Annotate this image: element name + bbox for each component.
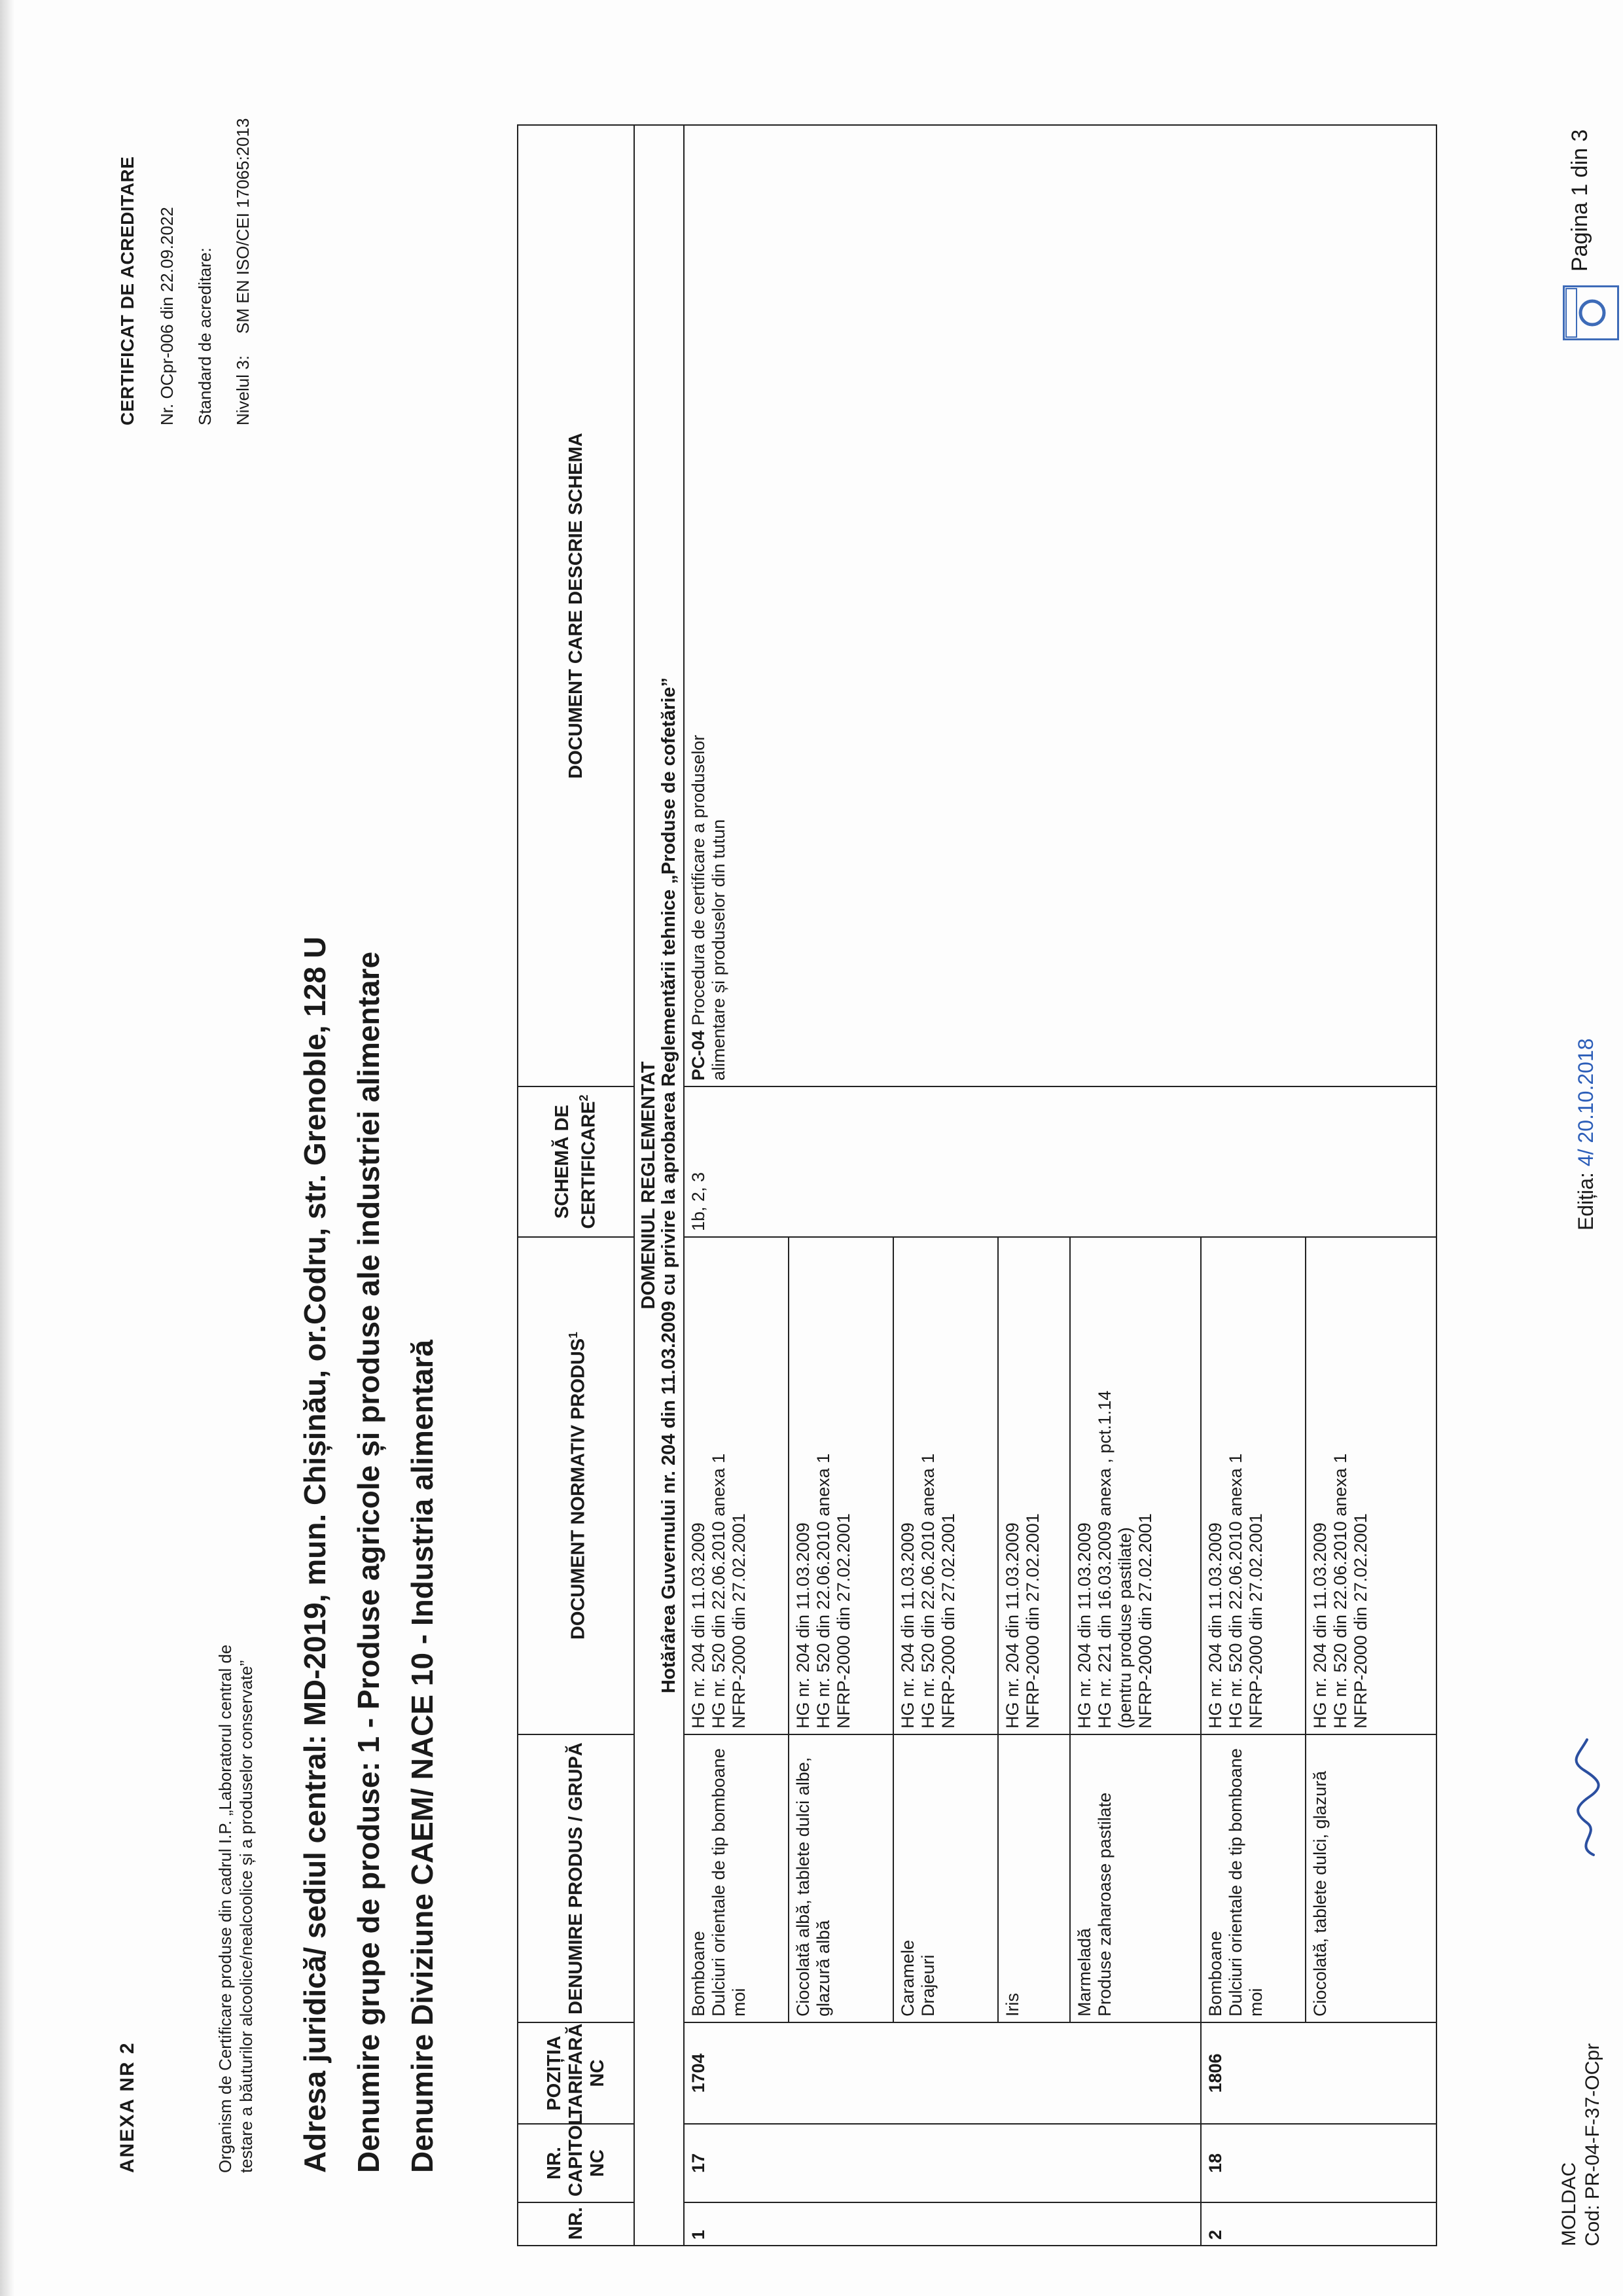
cell-product <box>1201 1734 1306 2022</box>
product-line: moi <box>729 1988 749 2017</box>
document-line: HG nr. 204 din 11.03.2009 <box>1003 1522 1022 1729</box>
document-line: NFRP-2000 din 27.02.2001 <box>938 1513 958 1729</box>
product-line: glazură albă <box>813 1920 833 2017</box>
col-capitol: NR. CAPITOL NC <box>518 2124 634 2202</box>
document-line: NFRP-2000 din 27.02.2001 <box>1023 1513 1043 1729</box>
product-line: Drajeuri <box>918 1954 938 2017</box>
col-nr: NR. <box>518 2202 634 2246</box>
product-line: Bomboane <box>1205 1931 1225 2017</box>
cell-document <box>893 1237 998 1734</box>
product-line: Marmeladă <box>1075 1928 1094 2017</box>
level-value: SM EN ISO/CEI 17065:2013 <box>233 118 253 334</box>
cell-nr: 2 <box>1201 2202 1436 2246</box>
col-schema-label: SCHEMĂ DE CERTIFICARE <box>552 1101 599 1229</box>
document-line: HG nr. 520 din 22.06.2010 anexa 1 <box>709 1453 728 1729</box>
cell-pozitia: 1704 <box>684 2022 1201 2124</box>
cell-document <box>1306 1237 1436 1734</box>
document-line: HG nr. 520 din 22.06.2010 anexa 1 <box>813 1453 833 1729</box>
cell-desc <box>684 125 1436 1086</box>
document-line: NFRP-2000 din 27.02.2001 <box>1246 1513 1266 1729</box>
col-document-footnote: 1 <box>566 1331 580 1338</box>
document-line: NFRP-2000 din 27.02.2001 <box>834 1513 853 1729</box>
stamp-icon <box>1565 287 1616 338</box>
document-line: NFRP-2000 din 27.02.2001 <box>1351 1513 1370 1729</box>
footer-page: Pagina 1 din 3 <box>1567 129 1592 272</box>
headings <box>294 937 455 2173</box>
level-label: Nivelul 3: <box>233 355 253 425</box>
product-line: Bomboane <box>688 1931 708 2017</box>
organism-line-2: testare a băuturilor alcoolice/nealcoolice și a produselor conservate” <box>236 1660 256 2173</box>
certificate-info <box>116 59 270 425</box>
certificate-number: Nr. OCpr-006 din 22.09.2022 <box>157 207 177 425</box>
domain-row <box>634 125 684 2246</box>
landscape-content <box>98 39 1623 2251</box>
division-heading: Denumire Diviziune CAEM/ NACE 10 - Industria alimentară <box>405 1340 439 2173</box>
product-line: Dulciuri orientale de tip bomboane <box>1226 1748 1245 2017</box>
document-line: NFRP-2000 din 27.02.2001 <box>729 1513 749 1729</box>
cell-product <box>684 1734 789 2022</box>
document-line: HG nr. 204 din 11.03.2009 <box>1075 1522 1094 1729</box>
col-schema-footnote: 2 <box>577 1094 591 1102</box>
document-line: HG nr. 221 din 16.03.2009 anexa , pct.1.14 <box>1095 1390 1115 1729</box>
product-line: Produse zaharoase pastilate <box>1095 1792 1115 2017</box>
document-line: HG nr. 204 din 11.03.2009 <box>793 1522 813 1729</box>
cell-document <box>998 1237 1070 1734</box>
footer-org: MOLDAC <box>1558 2162 1580 2246</box>
col-desc: DOCUMENT CARE DESCRIE SCHEMA <box>518 125 634 1086</box>
cell-product <box>789 1734 893 2022</box>
col-denumire: DENUMIRE PRODUS / GRUPĂ <box>518 1734 634 2022</box>
scan-edge-shadow <box>0 0 14 2296</box>
domain-subtitle: Hotărârea Guvernului nr. 204 din 11.03.2009 cu privire la aprobarea Reglementării tehnice „Produse de cofetărie” <box>658 677 679 1694</box>
document-line: NFRP-2000 din 27.02.2001 <box>1135 1513 1155 1729</box>
product-line: Ciocolată albă, tablete dulci albe, <box>793 1757 813 2017</box>
cell-document <box>1070 1237 1201 1734</box>
document-line: HG nr. 204 din 11.03.2009 <box>1310 1522 1330 1729</box>
document-line: HG nr. 204 din 11.03.2009 <box>1205 1522 1225 1729</box>
cell-product <box>893 1734 998 2022</box>
edition-value: 4/ 20.10.2018 <box>1574 1038 1597 1167</box>
footer-code: Cod: PR-04-F-37-OCpr <box>1582 2043 1603 2246</box>
edition-label: Ediția: <box>1574 1166 1597 1230</box>
cell-capitol: 18 <box>1201 2124 1436 2202</box>
table-row <box>684 125 789 2246</box>
footer-left <box>1558 2043 1605 2246</box>
col-document <box>518 1237 634 1734</box>
document-line: HG nr. 520 din 22.06.2010 anexa 1 <box>918 1453 938 1729</box>
organism-line-1: Organism de Certificare produse din cadrul I.P. „Laboratorul central de <box>215 1644 235 2173</box>
col-pozitia: POZIȚIA TARIFARĂ NC <box>518 2022 634 2124</box>
product-line: Iris <box>1003 1993 1022 2017</box>
desc-text-2: alimentare și produselor din tutun <box>709 819 728 1081</box>
cell-schema: 1b, 2, 3 <box>684 1086 1436 1237</box>
domain-title: DOMENIUL REGLEMENTAT <box>638 1061 659 1310</box>
cell-document <box>684 1237 789 1734</box>
document-line: HG nr. 520 din 22.06.2010 anexa 1 <box>1330 1453 1350 1729</box>
document-line: HG nr. 204 din 11.03.2009 <box>688 1522 708 1729</box>
document-line: (pentru produse pastilate) <box>1115 1527 1135 1729</box>
product-groups-heading: Denumire grupe de produse: 1 - Produse agricole și produse ale industriei alimentare <box>351 951 385 2173</box>
footer-edition <box>1574 1038 1598 1230</box>
desc-text-1: Procedura de certificare a produselor <box>688 734 708 1031</box>
desc-code: PC-04 <box>688 1030 708 1081</box>
signature-mark <box>1567 1734 1607 1859</box>
product-line: Dulciuri orientale de tip bomboane <box>709 1748 728 2017</box>
cell-document <box>789 1237 893 1734</box>
cell-capitol: 17 <box>684 2124 1201 2202</box>
product-line: moi <box>1246 1988 1266 2017</box>
product-line: Caramele <box>898 1939 918 2017</box>
col-document-label: DOCUMENT NORMATIV PRODUS <box>567 1338 589 1640</box>
address-heading: Adresa juridică/ sediul central: MD-2019, mun. Chișinău, or.Codru, str. Grenoble, 128 U <box>298 936 332 2173</box>
cell-product <box>1306 1734 1436 2022</box>
cell-pozitia: 1806 <box>1201 2022 1436 2124</box>
cell-nr: 1 <box>684 2202 1201 2246</box>
table-header-row <box>518 125 634 2246</box>
cell-product <box>1070 1734 1201 2022</box>
product-line: Ciocolată, tablete dulci, glazură <box>1310 1770 1330 2017</box>
cell-document <box>1201 1237 1306 1734</box>
cell-product <box>998 1734 1070 2022</box>
standard-label: Standard de acreditare: <box>195 247 215 425</box>
annex-title: ANEXA NR 2 <box>116 2041 138 2173</box>
products-table <box>517 124 1437 2246</box>
organism-description <box>215 1453 257 2173</box>
certificate-title: CERTIFICAT DE ACREDITARE <box>117 156 137 425</box>
document-line: HG nr. 204 din 11.03.2009 <box>898 1522 918 1729</box>
level-line <box>232 59 254 425</box>
document-line: HG nr. 520 din 22.06.2010 anexa 1 <box>1226 1453 1245 1729</box>
domain-cell <box>634 125 684 2246</box>
stamp-seal <box>1563 285 1619 340</box>
col-schema <box>518 1086 634 1237</box>
